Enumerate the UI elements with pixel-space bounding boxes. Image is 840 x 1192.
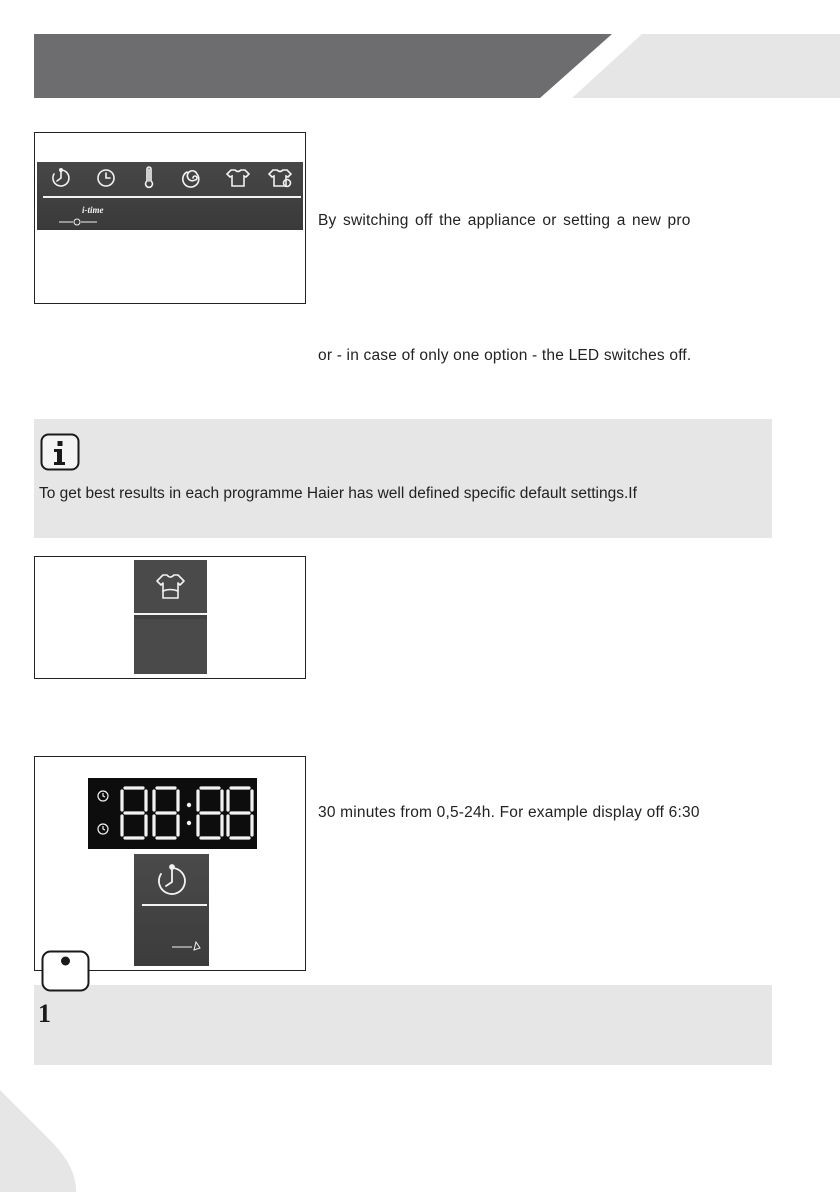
- itime-label: i-time: [82, 205, 104, 215]
- note-icon-stem: 1: [38, 999, 51, 1028]
- delay-button-strip: [134, 854, 209, 966]
- note-box: [34, 985, 772, 1065]
- header-band: [34, 34, 612, 98]
- control-panel-strip: [37, 162, 303, 230]
- header-banner: [0, 0, 840, 110]
- temperature-icon[interactable]: [146, 167, 153, 187]
- info-notice-box: [34, 419, 772, 538]
- delay-timer-icon[interactable]: [53, 169, 69, 186]
- option-button-strip: [134, 560, 207, 674]
- option-button-figure: [34, 556, 306, 679]
- paragraph-line-3: 30 minutes from 0,5-24h. For example display off 6:30: [318, 804, 700, 821]
- spin-icon[interactable]: [183, 171, 199, 187]
- header-tab: [572, 34, 840, 98]
- shirt-icon[interactable]: [157, 575, 184, 598]
- delay-timer-icon[interactable]: [159, 865, 185, 894]
- page-corner-tab: [0, 1080, 80, 1192]
- shirt-delay-icon[interactable]: [269, 170, 291, 187]
- option-led-line: [134, 613, 207, 615]
- delay-led-line: [142, 904, 207, 906]
- note-icon: [41, 950, 91, 992]
- digit-display: [88, 778, 257, 849]
- paragraph-line-1: By switching off the appliance or setting a new pro: [318, 212, 691, 229]
- clock-icon[interactable]: [98, 170, 114, 186]
- panel-led-line: [43, 196, 301, 198]
- panel-icons: [37, 162, 303, 230]
- paragraph-line-2: or - in case of only one option - the LED switches off.: [318, 347, 692, 364]
- shirt-icon[interactable]: [227, 170, 249, 186]
- seven-segment-digits: [122, 788, 252, 838]
- control-panel-figure: [34, 132, 306, 304]
- info-text: To get best results in each programme Haier has well defined specific default settings.If: [39, 485, 637, 502]
- delay-display-figure: [34, 756, 306, 971]
- info-icon: [40, 433, 80, 471]
